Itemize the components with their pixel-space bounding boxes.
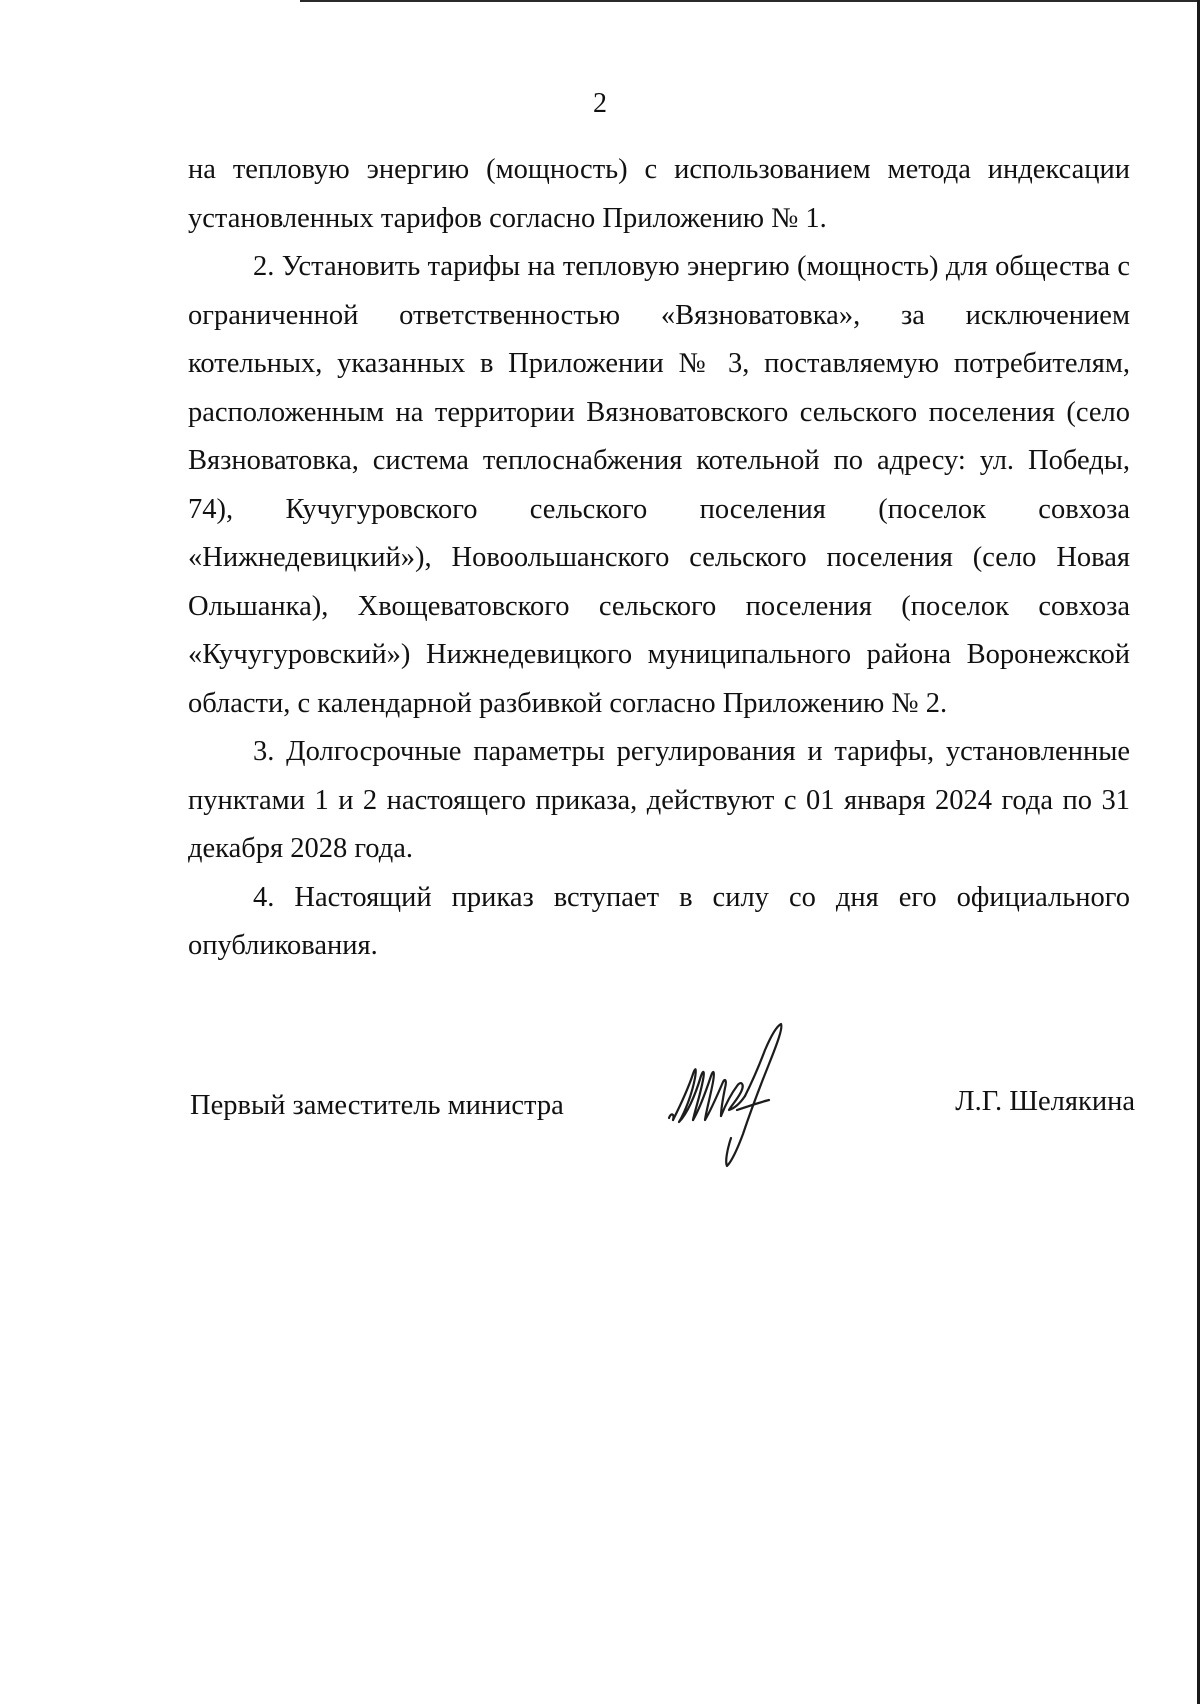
signature-block <box>190 1082 1135 1132</box>
document-body <box>188 146 1130 971</box>
paragraph-item-4: 4. Настоящий приказ вступает в силу со дня его официального опубликования. <box>188 881 1130 961</box>
paragraph-continuation: на тепловую энергию (мощность) с использованием метода индексации установленных тарифов согласно Приложению № 1. <box>188 154 1130 234</box>
scan-edge-top <box>300 0 1200 2</box>
paragraph-item-2: 2. Установить тарифы на тепловую энергию (мощность) для общества с ограниченной ответственностью «Вязноватовка», за исключением котельных, указанных в Приложении № 3, поставляемую потребителям, расположенным на территории Вязноватовского сельского поселения (село Вязноватовка, система теплоснабжения котельной по адресу: ул. Победы, 74), Кучугуровского сельского поселения (поселок совхоза «Нижнедевицкий»), Новоольшанского сельского поселения (село Новая Ольшанка), Хвощеватовского сельского поселения (поселок совхоза «Кучугуровский») Нижнедевицкого муниципального района Воронежской области, с календарной разбивкой согласно Приложению № 2. <box>188 251 1130 719</box>
page-number: 2 <box>593 88 607 119</box>
signatory-name: Л.Г. Шелякина <box>955 1086 1135 1117</box>
signatory-position: Первый заместитель министра <box>190 1090 564 1121</box>
paragraph-item-3: 3. Долгосрочные параметры регулирования и тарифы, установленные пунктами 1 и 2 настоящего приказа, действуют с 01 января 2024 года по 31 декабря 2028 года. <box>188 736 1130 864</box>
